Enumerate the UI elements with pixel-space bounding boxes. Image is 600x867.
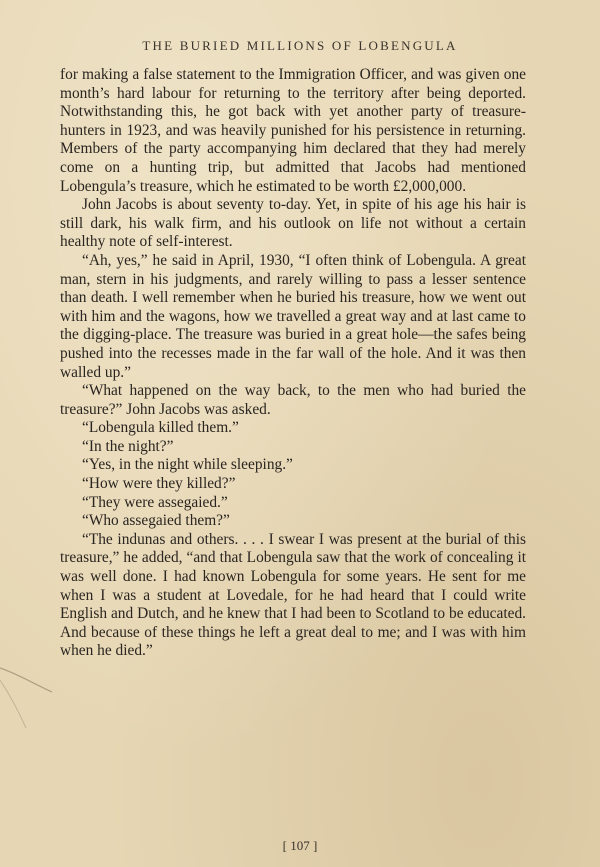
paragraph-9: “They were assegaied.” [82, 493, 228, 511]
paragraph-3: “Ah, yes,” he said in April, 1930, “I often think of Lobengula. A great man, stern in his judgments, and rarely willing to pass a lesser sentence than death. I well remember when he buried his treasure, how we went out with him and the wagons, how we travelled a great way and at last came to the digging-place. The treasure was buried in a great hole—the safes being pushed into the recesses made in the far wall of the hole. And it was then walled up.” [60, 251, 526, 381]
paragraph-8: “How were they killed?” [82, 475, 236, 493]
paragraph-10: “Who assegaied them?” [82, 512, 230, 530]
paragraph-1: for making a false statement to the Immigration Officer, and was given one month’s hard labour for returning to the territory after being deported. Notwithstanding this, he got back with yet another party of treasure-hunters in 1923, and was heavily punished for his persistence in returning. Members of the party accompanying him declared that they had merely come on a hunting trip, but admitted that Jacobs had mentioned Lobengula’s treasure, which he estimated to be worth £2,000,000. [60, 66, 526, 195]
paragraph-5: “Lobengula killed them.” [82, 419, 239, 437]
body-text [60, 66, 526, 661]
paragraph-6: “In the night?” [82, 437, 174, 455]
paragraph-7: “Yes, in the night while sleeping.” [82, 456, 293, 474]
page-number: [ 107 ] [282, 838, 318, 853]
paragraph-2: John Jacobs is about seventy to-day. Yet, in spite of his age his hair is still dark, his walk firm, and his outlook on life not without a certain healthy note of self-interest. [60, 196, 526, 251]
paragraph-11: “The indunas and others. . . . I swear I was present at the burial of this treasure,” he added, “and that Lobengula saw that the work of concealing it was well done. I had known Lobengula for some years. He sent for me when I was a student at Lovedale, for he had heard that I could write English and Dutch, and he knew that I had been to Scotland to be educated. And because of these things he left a great deal to me; and I was with him when he died.” [60, 530, 526, 660]
paragraph-4: “What happened on the way back, to the men who had buried the treasure?” John Jacobs was asked. [60, 382, 526, 418]
running-head: THE BURIED MILLIONS OF LOBENGULA [142, 38, 458, 53]
